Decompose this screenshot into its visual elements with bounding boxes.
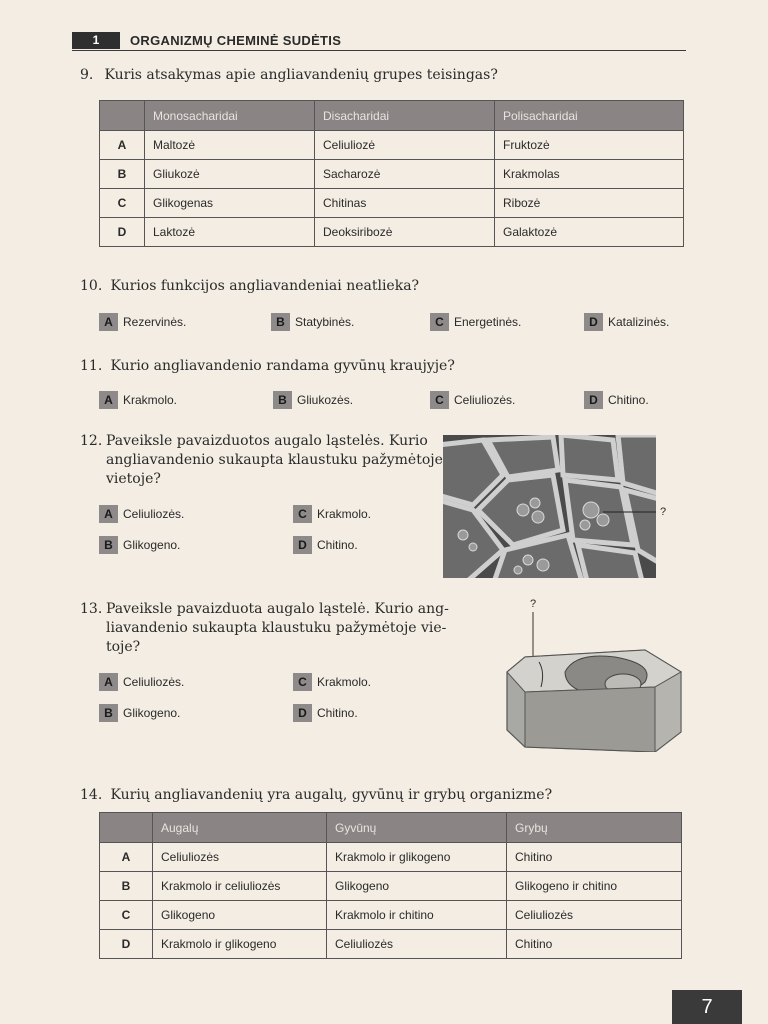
table-row: [100, 131, 684, 160]
row-letter: A: [100, 843, 153, 872]
question-marker-12: ?: [660, 506, 667, 518]
question-text: Kurių angliavandenių yra augalų, gyvūnų ir grybų organizme?: [110, 787, 553, 803]
row-letter: C: [100, 189, 145, 218]
question-number: 12.: [80, 433, 103, 449]
option-letter: C: [293, 673, 312, 691]
table-corner: [100, 813, 153, 843]
question-text-line: liavandenio sukaupta klaustuku pažymėtoje vie-: [106, 620, 447, 636]
option-letter: D: [293, 536, 312, 554]
question-text: Kurio angliavandenio randama gyvūnų kraujyje?: [110, 358, 455, 374]
question-marker-13: ?: [530, 598, 537, 610]
option-letter: A: [99, 313, 118, 331]
micrograph-illustration: [443, 435, 656, 578]
option-label: Celiuliozės.: [123, 675, 185, 689]
table-cell: Krakmolo ir celiuliozės: [153, 872, 327, 901]
answer-option[interactable]: [99, 704, 180, 722]
table-cell: Glikogeno: [153, 901, 327, 930]
row-letter: B: [100, 872, 153, 901]
chapter-header: [72, 30, 686, 51]
answer-option[interactable]: [584, 313, 669, 331]
row-letter: B: [100, 160, 145, 189]
question-text-line: angliavandenio sukaupta klaustuku pažymėtoje: [106, 452, 443, 468]
table-row: [100, 189, 684, 218]
table-cell: Ribozė: [495, 189, 684, 218]
question-13: [80, 600, 449, 657]
option-label: Glikogeno.: [123, 706, 181, 720]
option-letter: A: [99, 391, 118, 409]
column-header: Augalų: [153, 813, 327, 843]
question-number: 14.: [80, 787, 103, 803]
table-cell: Chitino: [507, 843, 682, 872]
question-text: Kuris atsakymas apie angliavandenių grupes teisingas?: [104, 67, 498, 83]
option-label: Glikogeno.: [123, 538, 181, 552]
q9-table: [99, 100, 684, 247]
question-number: 13.: [80, 601, 103, 617]
table-header-row: [100, 101, 684, 131]
table-row: [100, 218, 684, 247]
row-letter: C: [100, 901, 153, 930]
table-cell: Krakmolas: [495, 160, 684, 189]
table-cell: Laktozė: [145, 218, 315, 247]
table-cell: Sacharozė: [315, 160, 495, 189]
table-row: [100, 901, 682, 930]
column-header: Monosacharidai: [145, 101, 315, 131]
option-label: Katalizinės.: [608, 315, 670, 329]
option-letter: A: [99, 505, 118, 523]
table-cell: Celiuliozė: [315, 131, 495, 160]
answer-option[interactable]: [430, 313, 521, 331]
chapter-number: 1: [72, 32, 120, 49]
row-letter: A: [100, 131, 145, 160]
table-cell: Fruktozė: [495, 131, 684, 160]
option-letter: B: [273, 391, 292, 409]
table-row: [100, 872, 682, 901]
table-header-row: [100, 813, 682, 843]
column-header: Gyvūnų: [327, 813, 507, 843]
table-cell: Chitino: [507, 930, 682, 959]
question-text-line: vietoje?: [106, 471, 161, 487]
option-label: Celiuliozės.: [454, 393, 516, 407]
table-cell: Glikogeno: [327, 872, 507, 901]
option-label: Krakmolo.: [317, 675, 372, 689]
question-14: [80, 786, 552, 805]
option-letter: D: [584, 313, 603, 331]
option-label: Krakmolo.: [123, 393, 178, 407]
answer-option[interactable]: [271, 313, 354, 331]
table-cell: Krakmolo ir glikogeno: [153, 930, 327, 959]
option-letter: C: [430, 391, 449, 409]
option-label: Chitino.: [317, 706, 358, 720]
answer-option[interactable]: [584, 391, 649, 409]
table-cell: Celiuliozės: [153, 843, 327, 872]
question-10: [80, 277, 419, 296]
question-11: [80, 357, 455, 376]
table-cell: Gliukozė: [145, 160, 315, 189]
table-row: [100, 160, 684, 189]
plant-cell-illustration: [505, 612, 683, 752]
option-label: Chitino.: [317, 538, 358, 552]
option-label: Celiuliozės.: [123, 507, 185, 521]
column-header: Polisacharidai: [495, 101, 684, 131]
row-letter: D: [100, 930, 153, 959]
chapter-title: ORGANIZMŲ CHEMINĖ SUDĖTIS: [130, 33, 342, 48]
option-label: Gliukozės.: [297, 393, 354, 407]
option-letter: B: [99, 704, 118, 722]
question-12: [80, 432, 443, 489]
answer-option[interactable]: [99, 313, 186, 331]
answer-option[interactable]: [99, 536, 180, 554]
plant-cells-micrograph: [443, 435, 656, 578]
table-cell: Celiuliozės: [507, 901, 682, 930]
row-letter: D: [100, 218, 145, 247]
column-header: Grybų: [507, 813, 682, 843]
answer-option[interactable]: [273, 391, 353, 409]
option-label: Chitino.: [608, 393, 649, 407]
option-letter: D: [293, 704, 312, 722]
question-number: 10.: [80, 278, 103, 294]
table-corner: [100, 101, 145, 131]
answer-option[interactable]: [293, 704, 358, 722]
answer-option[interactable]: [99, 673, 184, 691]
column-header: Disacharidai: [315, 101, 495, 131]
table-cell: Galaktozė: [495, 218, 684, 247]
table-cell: Glikogeno ir chitino: [507, 872, 682, 901]
option-letter: B: [271, 313, 290, 331]
question-text-line: Paveiksle pavaizduotos augalo ląstelės. Kurio: [106, 433, 428, 449]
option-letter: C: [293, 505, 312, 523]
table-cell: Krakmolo ir glikogeno: [327, 843, 507, 872]
question-text-line: toje?: [106, 639, 141, 655]
question-number: 11.: [80, 358, 103, 374]
answer-option[interactable]: [99, 391, 177, 409]
table-row: [100, 843, 682, 872]
cell-3d-drawing: [505, 612, 683, 752]
question-text-line: Paveiksle pavaizduota augalo ląstelė. Kurio ang-: [106, 601, 449, 617]
answer-option[interactable]: [293, 536, 358, 554]
answer-option[interactable]: [430, 391, 515, 409]
option-letter: A: [99, 673, 118, 691]
page-number: 7: [672, 990, 742, 1024]
answer-option[interactable]: [293, 505, 371, 523]
question-number: 9.: [80, 67, 94, 83]
answer-option[interactable]: [293, 673, 371, 691]
option-letter: D: [584, 391, 603, 409]
option-label: Rezervinės.: [123, 315, 187, 329]
answer-option[interactable]: [99, 505, 184, 523]
question-9: [80, 66, 498, 85]
option-letter: B: [99, 536, 118, 554]
question-text: Kurios funkcijos angliavandeniai neatlieka?: [110, 278, 420, 294]
option-label: Energetinės.: [454, 315, 522, 329]
option-letter: C: [430, 313, 449, 331]
table-cell: Maltozė: [145, 131, 315, 160]
q14-table: [99, 812, 682, 959]
table-cell: Deoksiribozė: [315, 218, 495, 247]
table-cell: Krakmolo ir chitino: [327, 901, 507, 930]
table-cell: Chitinas: [315, 189, 495, 218]
table-cell: Celiuliozės: [327, 930, 507, 959]
table-row: [100, 930, 682, 959]
table-cell: Glikogenas: [145, 189, 315, 218]
option-label: Statybinės.: [295, 315, 355, 329]
option-label: Krakmolo.: [317, 507, 372, 521]
